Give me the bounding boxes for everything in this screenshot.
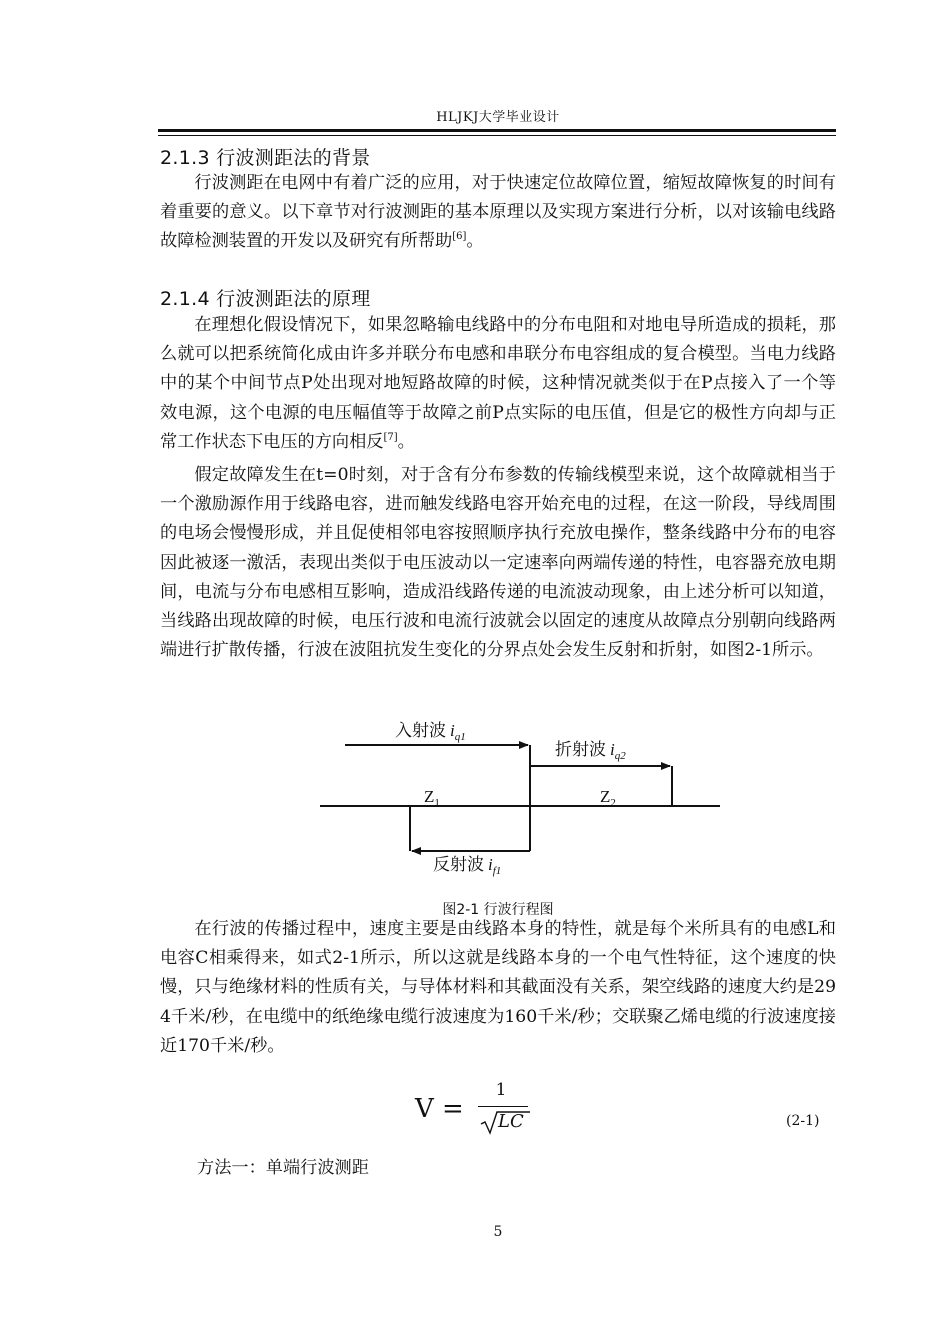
- equation-lhs: V =: [415, 1094, 464, 1124]
- method-line: 方法一：单端行波测距: [197, 1158, 369, 1178]
- incident-wave-label: 入射波 $i_{q1}$: [395, 721, 466, 743]
- equation-denominator: LC: [498, 1111, 524, 1132]
- paragraph-wave-speed: 在行波的传播过程中，速度主要是由线路本身的特性，就是每个米所具有的电感L和电容C相乘得来，如式2-1所示，所以这就是线路本身的一个电气性特征，这个速度的快慢，只与绝缘材料的性质有关，与导体材料和其截面没有关系，架空线路的速度大约是294千米/秒，在电缆中的纸绝缘电缆行波速度为160千米/秒；交联聚乙烯电缆的行波速度接近170千米/秒。: [160, 919, 836, 1056]
- paragraph-principle: [160, 311, 836, 457]
- header-rule-thin: [158, 135, 836, 136]
- equation-number: (2-1): [786, 1113, 820, 1129]
- traveling-wave-diagram: [300, 705, 740, 885]
- page-number: 5: [493, 1224, 503, 1240]
- header-rule-thick: [158, 129, 836, 132]
- equation-fraction: [472, 1080, 532, 1140]
- paragraph-background: [160, 169, 836, 257]
- equation-wave-velocity: [410, 1080, 550, 1140]
- refracted-wave-label: 折射波 $i_{q2}$: [555, 740, 626, 762]
- section-heading-2-1-4: 2.1.4 行波测距法的原理: [160, 288, 371, 310]
- equation-numerator: 1: [495, 1080, 507, 1100]
- reflected-wave-label: 反射波 $i_{f1}$: [433, 855, 502, 877]
- z2-label: $Z_2$: [600, 787, 616, 809]
- traveling-wave-figure: [300, 705, 740, 885]
- fraction-bar: [478, 1106, 528, 1107]
- paragraph-tail: 。: [466, 231, 484, 252]
- paragraph-tail: 。: [397, 431, 415, 452]
- citation-ref: [7]: [383, 431, 398, 443]
- paragraph-fault-propagation: 假定故障发生在t=0时刻，对于含有分布参数的传输线模型来说，这个故障就相当于一个激励源作用于线路电容，进而触发线路电容开始充电的过程，在这一阶段，导线周围的电场会慢慢形成，并且促使相邻电容按照顺序执行充放电操作，整条线路中分布的电容因此被逐一激活，表现出类似于电压波动以一定速率向两端传递的特性，电容器充放电期间，电流与分布电感相互影响，造成沿线路传递的电流波动现象，由上述分析可以知道，当线路出现故障的时候，电压行波和电流行波就会以固定的速度从故障点分别朝向线路两端进行扩散传播，行波在波阻抗发生变化的分界点处会发生反射和折射，如图2-1所示。: [160, 465, 836, 661]
- z1-label: $Z_1$: [424, 787, 440, 809]
- paragraph-text: 行波测距在电网中有着广泛的应用，对于快速定位故障位置，缩短故障恢复的时间有着重要的意义。以下章节对行波测距的基本原理以及实现方案进行分析，以对该输电线路故障检测装置的开发以及研究有所帮助: [160, 173, 836, 252]
- figure-caption: 图2-1 行波行程图: [442, 902, 554, 918]
- paragraph-text: 在理想化假设情况下，如果忽略输电线路中的分布电阻和对地电导所造成的损耗，那么就可以把系统简化成由许多并联分布电感和串联分布电容组成的复合模型。当电力线路中的某个中间节点P处出现对地短路故障的时候，这种情况就类似于在P点接入了一个等效电源，这个电源的电压幅值等于故障之前P点实际的电压值，但是它的极性方向却与正常工作状态下电压的方向相反: [160, 315, 836, 452]
- section-heading-2-1-3: 2.1.3 行波测距法的背景: [160, 147, 371, 169]
- citation-ref: [6]: [452, 231, 467, 243]
- running-header: HLJKJ大学毕业设计: [436, 110, 560, 125]
